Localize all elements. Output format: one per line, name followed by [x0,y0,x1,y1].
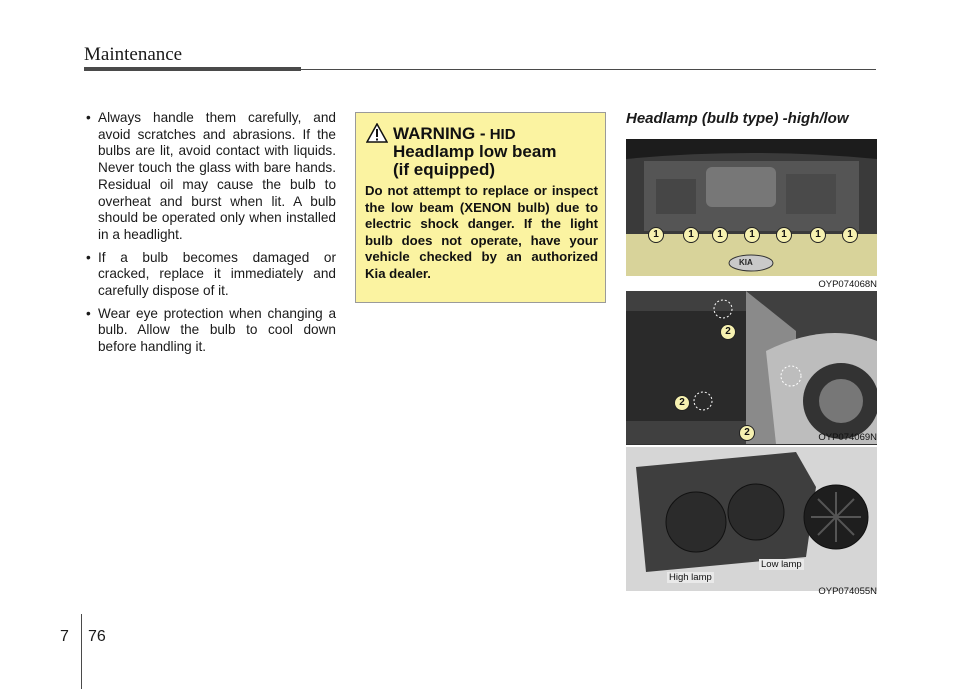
callout-1: 1 [648,227,664,243]
callout-1: 1 [776,227,792,243]
section-title: Maintenance [84,44,183,65]
warning-box [355,112,606,303]
callout-1: 1 [810,227,826,243]
photo-caption: OYP074068N [626,279,877,292]
header-rule-thick [84,67,301,71]
engine-bay-photo [626,139,877,276]
bullet-item: • Wear eye protection when changing a bulb. Allow the bulb to cool down before handling it. [86,305,336,355]
bullet-item: • Always handle them carefully, and avoid scratches and abrasions. If the bulbs are lit, avoid contact with liquids. Never touch the glass with bare hands. Residual oil may cause the bulb to overheat and burst when lit. A bulb should be operated only when installed in a headlight. [86,110,336,242]
photo-caption: OYP074055N [818,586,877,597]
wheel-well-photo [626,291,877,444]
page-number-divider [81,614,82,689]
low-lamp-label: Low lamp [761,559,802,570]
bullet-list [84,110,336,362]
high-lamp-label: High lamp [669,572,712,583]
headlamp-assembly-photo [626,447,877,591]
page-number: 76 [88,628,106,645]
photo-caption: OYP074069N [626,432,877,445]
callout-1: 1 [842,227,858,243]
warning-title: WARNING - HID Headlamp low beam (if equipped) [393,124,557,179]
callout-2: 2 [674,395,690,411]
callout-2: 2 [739,425,755,441]
callout-1: 1 [712,227,728,243]
callout-1: 1 [683,227,699,243]
header-rule-thin [301,69,876,70]
warning-triangle-icon [366,123,388,143]
bullet-item: • If a bulb becomes damaged or cracked, replace it immediately and carefully dispose of it. [86,249,336,299]
chapter-number: 7 [60,628,69,645]
callout-1: 1 [744,227,760,243]
figure-heading: Headlamp (bulb type) -high/low [626,110,849,127]
warning-body: Do not attempt to replace or inspect the low beam (XENON bulb) due to electric shock danger. If the light bulb does not operate, have your vehicle checked by an authorized Kia dealer. [365,183,598,281]
brand-badge: KIA [739,258,753,267]
callout-2: 2 [720,324,736,340]
